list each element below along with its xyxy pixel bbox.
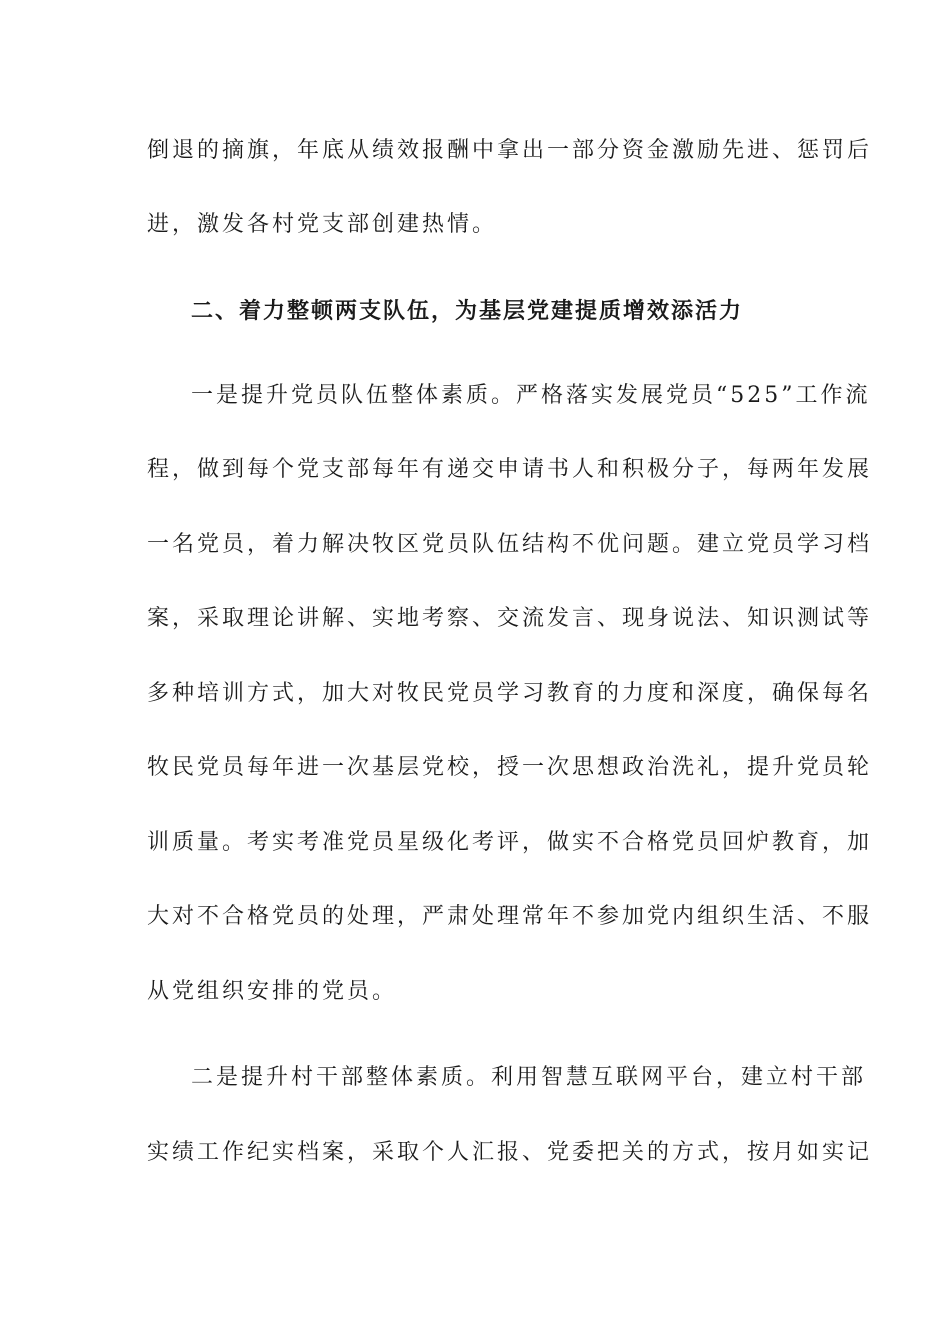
paragraph-line: 实绩工作纪实档案，采取个人汇报、党委把关的方式，按月如实记: [147, 1140, 873, 1165]
paragraph-line: 倒退的摘旗，年底从绩效报酬中拿出一部分资金激励先进、惩罚后: [147, 138, 873, 163]
paragraph-line: 大对不合格党员的处理，严肃处理常年不参加党内组织生活、不服: [147, 904, 873, 929]
paragraph-line: 从党组织安排的党员。: [147, 979, 398, 1004]
paragraph-line: 牧民党员每年进一次基层党校，授一次思想政治洗礼，提升党员轮: [147, 755, 873, 780]
paragraph-line: 训质量。考实考准党员星级化考评，做实不合格党员回炉教育，加: [147, 830, 873, 855]
section-heading: 二、着力整顿两支队伍，为基层党建提质增效添活力: [191, 298, 744, 324]
paragraph-line: 二是提升村干部整体素质。利用智慧互联网平台，建立村干部: [191, 1065, 867, 1090]
paragraph-line: 多种培训方式，加大对牧民党员学习教育的力度和深度，确保每名: [147, 681, 873, 706]
paragraph-line: 一是提升党员队伍整体素质。严格落实发展党员“525”工作流: [191, 383, 871, 408]
paragraph-line: 进，激发各村党支部创建热情。: [147, 212, 498, 237]
paragraph-line: 案，采取理论讲解、实地考察、交流发言、现身说法、知识测试等: [147, 606, 873, 631]
paragraph-line: 程，做到每个党支部每年有递交申请书人和积极分子，每两年发展: [147, 457, 873, 482]
paragraph-line: 一名党员，着力解决牧区党员队伍结构不优问题。建立党员学习档: [147, 532, 873, 557]
